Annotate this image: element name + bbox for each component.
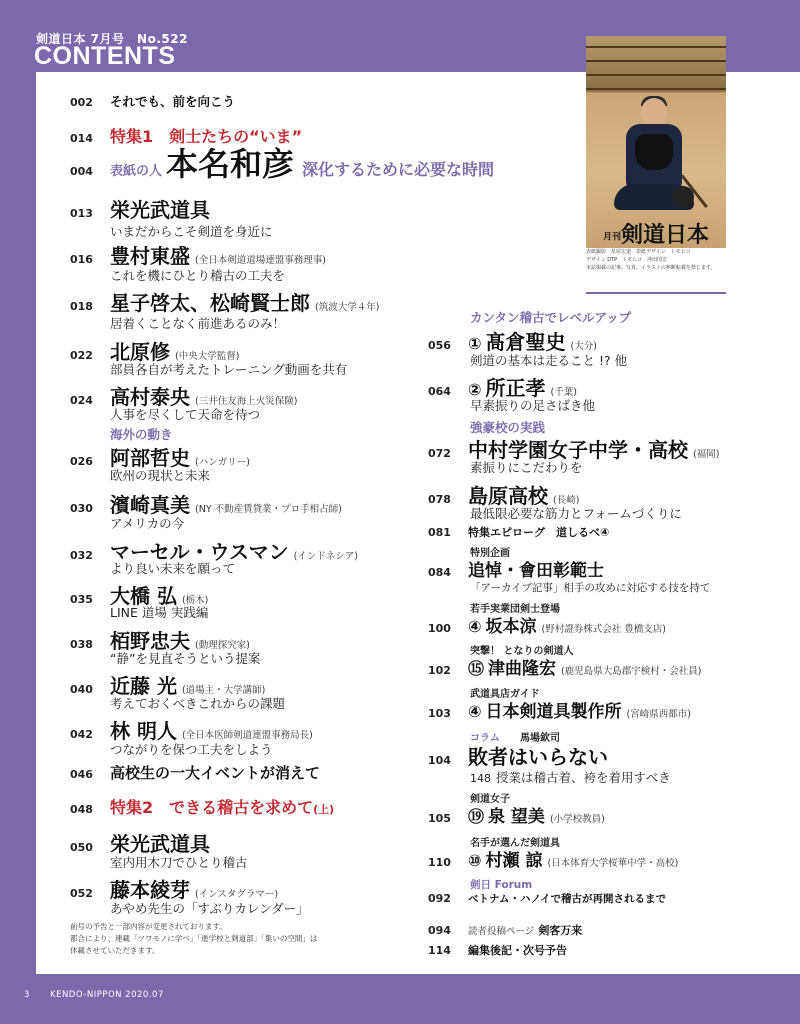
section-label: カンタン稽古でレベルアップ [470,310,632,325]
toc-item[interactable]: 026 阿部哲史 (ハンガリー) [70,446,250,470]
toc-item[interactable]: 022 北原修 (中央大学監督) [70,340,240,364]
toc-item[interactable]: 092 ベトナム・ハノイで稽古が再開されるまで [428,892,667,905]
toc-item[interactable]: 024 高村泰央 (三井住友海上火災保険) [70,385,298,409]
toc-desc: 剣道の基本は走ること !? 他 [470,353,628,368]
toc-desc: いまだからこそ剣道を身近に [110,224,273,239]
toc-item[interactable]: 052 藤本綾芽 (インスタグラマー) [70,878,279,902]
cover-photo [586,36,726,248]
toc-item[interactable]: 148 授業は稽古着、袴を着用すべき [470,770,671,785]
cover-credit-3: 本誌掲載の記事、写真、イラストの無断転載を禁じます。 [586,265,716,271]
toc-desc: 早素振りの足さばき他 [470,398,596,413]
toc-desc: 居着くことなく前進あるのみ！ [110,316,286,331]
toc-item[interactable]: 102 ⑮ 津曲隆宏 (鹿児島県大島郡宇検村・会社員) [428,659,702,679]
toc-item[interactable]: 042 林 明人 (全日本医師剣道連盟事務局長) [70,719,313,743]
toc-item[interactable]: 103 ④ 日本剣道具製作所 (宮崎県西都市) [428,702,691,722]
feature-label: 剣道女子 [470,794,510,805]
toc-desc: 人事を尽くして天命を待つ [110,407,261,422]
toc-item[interactable]: 078 島原高校 (長崎) [428,484,580,508]
toc-item[interactable]: 056 ① 髙倉聖史 (大分) [428,330,597,354]
toc-item[interactable]: 014 特集1 剣士たちの“いま” [70,127,303,146]
toc-item[interactable]: 104 敗者はいらない [428,745,608,769]
toc-item[interactable]: 072 中村学園女子中学・高校 (福岡) [428,438,720,462]
toc-desc: より良い未来を願って [110,561,236,576]
toc-desc: 欧州の現状と未来 [110,468,211,483]
notice-line: 休載させていただきます。 [70,946,160,955]
toc-desc: LINE 道場 実践編 [110,605,209,620]
cover-credit-2: デザイン DTP トモヒコ 沖田国宏 [586,257,668,263]
toc-item[interactable]: 018 星子啓太、松崎賢士郎 (筑波大学４年) [70,291,380,315]
cover-logo: 月刊剣道日本 [602,222,710,248]
toc-item[interactable]: 048 特集2 できる稽古を求めて (上) [70,798,335,817]
toc-item[interactable]: 100 ④ 坂本涼 (野村證券株式会社 豊橋支店) [428,617,666,637]
toc-desc: アメリカの今 [110,516,185,531]
feature-label: 武道具店ガイド [470,689,540,700]
toc-desc: 室内用木刀でひとり稽古 [110,855,248,870]
toc-desc: 最低限必要な筋力とフォームづくりに [470,506,682,521]
toc-item[interactable]: 114 編集後記・次号予告 [428,944,567,957]
toc-item[interactable]: 032 マーセル・ウスマン (インドネシア) [70,540,358,564]
toc-desc: 「アーカイブ記事」相手の攻めに対応する技を持て [470,582,711,594]
toc-desc: 素振りにこだわりを [470,460,583,475]
toc-item[interactable]: 030 濱崎真美 (NY 不動産賃貸業・プロ手相占師) [70,493,342,517]
toc-item[interactable]: 084 追悼・會田彰範士 [428,561,604,581]
feature-label: 突撃！ となりの剣道人 [470,646,574,657]
feature-label: 馬場欽司 [520,733,560,744]
cover-rule [586,292,726,294]
toc-item[interactable]: 013 栄光武道具 [70,198,210,222]
toc-item[interactable]: 046 高校生の一大イベントが消えて [70,764,321,782]
toc-item[interactable]: 064 ② 所正孝 (千葉) [428,376,577,400]
toc-desc: 考えておくべきこれからの課題 [110,696,286,711]
magazine-footer: KENDO-NIPPON 2020.07 [50,990,164,1000]
issue-line: 剣道日本 7月号 No.522 [36,32,188,46]
notice-line: 都合により、連載「ツワモノに学べ」「進学校と剣道部」「集いの空間」は [70,934,318,943]
toc-item[interactable]: 038 栢野忠夫 (動理探究家) [70,629,250,653]
toc-desc: つながりを保つ工夫をしよう [110,742,273,757]
toc-item[interactable]: 105 ⑲ 泉 望美 (小学校教員) [428,807,605,827]
toc-item[interactable]: 016 豊村東盛 (全日本剣道道場連盟事務理事) [70,244,326,268]
toc-item[interactable]: 040 近藤 光 (道場主・大学講師) [70,674,266,698]
feature-label: 若手実業団剣士登場 [470,604,560,615]
section-label: 海外の動き [110,427,173,442]
toc-desc: “静”を見直そうという提案 [110,651,261,666]
notice-line: 前号の予告と一部内容が変更されております。 [70,922,227,931]
page-number: 3 [24,990,30,1000]
cover-credit-1: 表紙撮影 星屋宏道 表紙デザイン トモヒコ [586,249,691,255]
section-label: 剣日 Forum [470,879,533,891]
toc-desc: あやめ先生の「すぶりカレンダー」 [110,901,309,916]
feature-label: 特別企画 [470,548,510,559]
section-label: 強豪校の実践 [470,420,546,435]
toc-desc: これを機にひとり稽古の工夫を [110,268,286,283]
toc-item[interactable]: 050 栄光武道具 [70,832,210,856]
toc-item[interactable]: 094 読者投稿ページ 剣客万来 [428,924,583,937]
column-label: コラム [470,733,500,744]
feature-label: 名手が選んだ剣道具 [470,838,560,849]
contents-title: CONTENTS [34,42,176,70]
toc-item-cover-person[interactable]: 004 表紙の人 本名和彦 深化するために必要な時間 [70,145,495,183]
toc-item[interactable]: 110 ⑩ 村瀬 諒 (日本体育大学桜華中学・高校) [428,851,679,871]
toc-desc: 部員各自が考えたトレーニング動画を共有 [110,362,348,377]
toc-item[interactable]: 035 大橋 弘 (栃木) [70,584,209,608]
cover-bottom [586,222,726,290]
toc-item[interactable]: 002 それでも、前を向こう [70,94,236,109]
toc-item[interactable]: 081 特集エピローグ 道しるべ④ [428,526,610,539]
